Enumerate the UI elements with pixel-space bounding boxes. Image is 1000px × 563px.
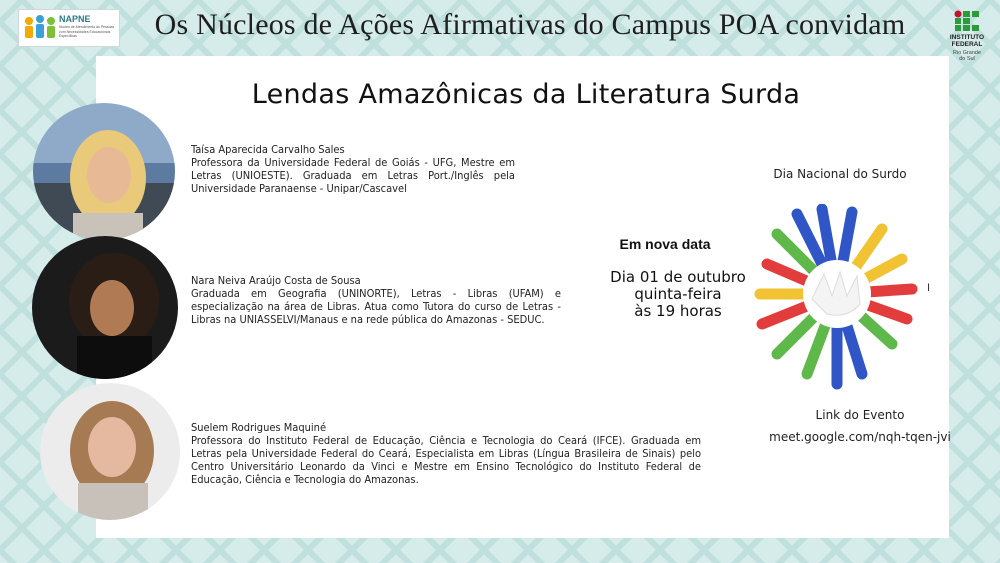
speaker-1-bio [191,143,515,195]
event-link-label: Link do Evento [815,408,905,422]
date-line-3: às 19 horas [634,302,722,320]
if-logo-name [946,34,988,48]
speaker-2-description: Graduada em Geografia (UNINORTE), Letras - Libras (UFAM) e especialização na área de Libras. Atua como Tutora do curso de Letras - Libras na UNIASSELVI/Manaus e na rede pública do Amazonas - SEDUC. [191,287,561,326]
date-line-1: Dia 01 de outubro [610,268,746,286]
speaker-1-name: Taísa Aparecida Carvalho Sales [191,143,345,156]
occasion-label: Dia Nacional do Surdo [773,167,907,181]
speaker-2-photo [32,236,178,379]
if-logo-name-line1: INSTITUTO [949,34,985,41]
if-grid-icon [954,10,980,32]
speaker-1-description: Professora da Universidade Federal de Goiás - UFG, Mestre em Letras (UNIOESTE). Graduada em Letras Port./Inglês pela Universidade Paranaense - Unipar/Cascavel [191,156,515,195]
speaker-3-name: Suelem Rodrigues Maquiné [191,421,327,434]
if-logo-sub-line1: Rio Grande [952,50,982,56]
napne-logo-title: NAPNE [59,14,91,24]
speaker-1-photo [33,103,175,240]
colorful-hands-icon [752,204,922,390]
speaker-3-description: Professora do Instituto Federal de Educação, Ciência e Tecnologia do Ceará (IFCE). Graduada em Letras pela Universidade Federal do Ceará, Especialista em Libras (Língua Brasileira de Sinais) pelo Centro Universitário Leonardo da Vinci e Mestre em Ensino Tecnológico do Instituto Federal de Educação, Ciência e Tecnologia do Amazonas. [191,434,701,486]
if-logo-sub-line2: do Sul [959,56,975,62]
event-title: Lendas Amazônicas da Literatura Surda [251,79,801,110]
if-logo-sub [946,50,988,62]
if-logo-name-line2: FEDERAL [951,41,983,48]
speaker-3-bio [191,421,701,486]
napne-logo-tagline: Núcleo de Atendimento às Pessoas com Necessidades Educacionais Específicas [59,25,115,38]
new-date-label: Em nova data [619,236,711,252]
header-title: Os Núcleos de Ações Afirmativas do Campus POA convidam [154,8,906,41]
date-line-2: quinta-feira [634,285,722,303]
stray-mark: I [927,282,931,294]
if-logo [946,10,988,64]
napne-logo [18,9,120,47]
speaker-3-photo [40,383,180,520]
event-link-url[interactable]: meet.google.com/nqh-tqen-jvi [769,430,951,444]
speaker-2-bio [191,274,561,326]
napne-figures-icon [21,11,59,45]
speaker-2-name: Nara Neiva Araújo Costa de Sousa [191,274,361,287]
